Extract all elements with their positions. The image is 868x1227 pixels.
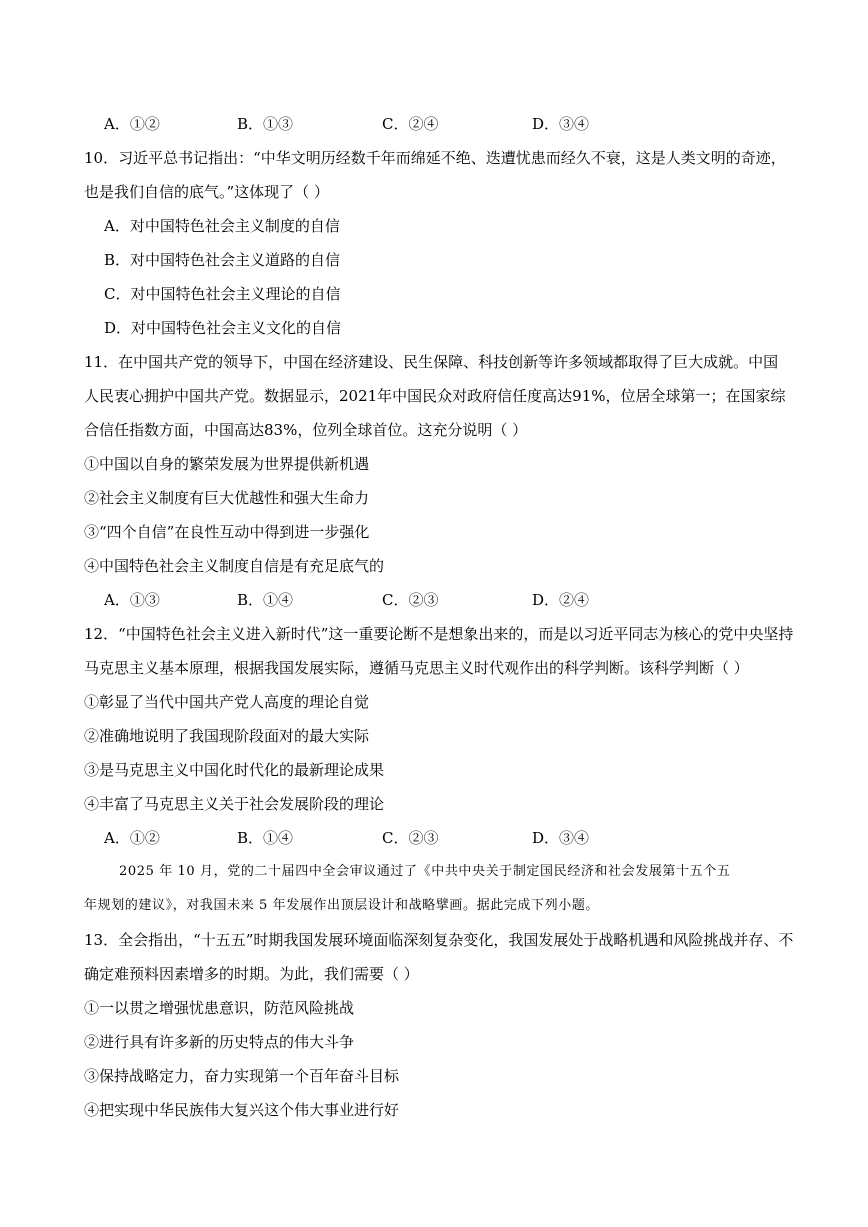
material-line-1: 2025 年 10 月，党的二十届四中全会审议通过了《中共中央关于制定国民经济和社会发展第十五个五 — [119, 864, 731, 879]
q11-stem-line-2: 人民衷心拥护中国共产党。数据显示，2021年中国民众对政府信任度高达91%，位居全球第一；在国家综 — [84, 387, 786, 405]
q11-option-a: A．①③ — [104, 591, 160, 609]
q13-statement-1: ①一以贯之增强忧患意识，防范风险挑战 — [84, 999, 355, 1017]
q11-stem-line-1: 11．在中国共产党的领导下，中国在经济建设、民生保障、科技创新等许多领域都取得了巨大成就。中国 — [84, 353, 779, 371]
q12-statement-4: ④丰富了马克思主义关于社会发展阶段的理论 — [84, 795, 385, 813]
q13-statement-2: ②进行具有许多新的历史特点的伟大斗争 — [84, 1033, 355, 1051]
q12-option-c: C．②③ — [382, 829, 439, 847]
q11-options — [104, 590, 744, 610]
material-line-2: 年规划的建议》，对我国未来 5 年发展作出顶层设计和战略擘画。据此完成下列小题。 — [84, 898, 600, 913]
q11-statement-2: ②社会主义制度有巨大优越性和强大生命力 — [84, 489, 370, 507]
q11-stem-line-3: 合信任指数方面，中国高达83%，位列全球首位。这充分说明（ ） — [84, 421, 528, 439]
q13-statement-3: ③保持战略定力，奋力实现第一个百年奋斗目标 — [84, 1067, 400, 1085]
q9-options — [104, 114, 744, 134]
q10-stem-line-1: 10．习近平总书记指出：“中华文明历经数千年而绵延不绝、迭遭忧患而经久不衰，这是人类文明的奇迹， — [84, 149, 786, 167]
q9-option-b: B．①③ — [237, 115, 294, 133]
q13-stem-line-2: 确定难预料因素增多的时期。为此，我们需要（ ） — [84, 965, 419, 983]
q11-option-b: B．①④ — [237, 591, 294, 609]
q11-statement-3: ③“四个自信”在良性互动中得到进一步强化 — [84, 523, 370, 541]
q10-choice-b: B．对中国特色社会主义道路的自信 — [104, 251, 341, 269]
q13-stem-line-1: 13．全会指出，“十五五”时期我国发展环境面临深刻复杂变化，我国发展处于战略机遇和风险挑战并存、不 — [84, 931, 794, 949]
q10-choice-c: C．对中国特色社会主义理论的自信 — [104, 285, 341, 303]
q10-stem-line-2: 也是我们自信的底气。”这体现了（ ） — [84, 183, 329, 201]
q11-statement-4: ④中国特色社会主义制度自信是有充足底气的 — [84, 557, 385, 575]
q10-choice-a: A．对中国特色社会主义制度的自信 — [104, 217, 340, 235]
q12-stem-line-2: 马克思主义基本原理，根据我国发展实际，遵循马克思主义时代观作出的科学判断。该科学判断（ ） — [84, 659, 749, 677]
q12-option-b: B．①④ — [237, 829, 294, 847]
q11-statement-1: ①中国以自身的繁荣发展为世界提供新机遇 — [84, 455, 370, 473]
q12-option-a: A．①② — [104, 829, 160, 847]
q12-stem-line-1: 12．“中国特色社会主义进入新时代”这一重要论断不是想象出来的，而是以习近平同志为核心的党中央坚持 — [84, 625, 794, 643]
q12-statement-3: ③是马克思主义中国化时代化的最新理论成果 — [84, 761, 385, 779]
q12-statement-2: ②准确地说明了我国现阶段面对的最大实际 — [84, 727, 370, 745]
q12-statement-1: ①彰显了当代中国共产党人高度的理论自觉 — [84, 693, 370, 711]
q12-option-d: D．③④ — [532, 829, 590, 847]
q9-option-c: C．②④ — [382, 115, 439, 133]
q12-options — [104, 828, 744, 848]
q10-choice-d: D．对中国特色社会主义文化的自信 — [104, 319, 342, 337]
q11-option-c: C．②③ — [382, 591, 439, 609]
q13-statement-4: ④把实现中华民族伟大复兴这个伟大事业进行好 — [84, 1101, 400, 1119]
q11-option-d: D．②④ — [532, 591, 590, 609]
q9-option-a: A．①② — [104, 115, 160, 133]
q9-option-d: D．③④ — [532, 115, 590, 133]
